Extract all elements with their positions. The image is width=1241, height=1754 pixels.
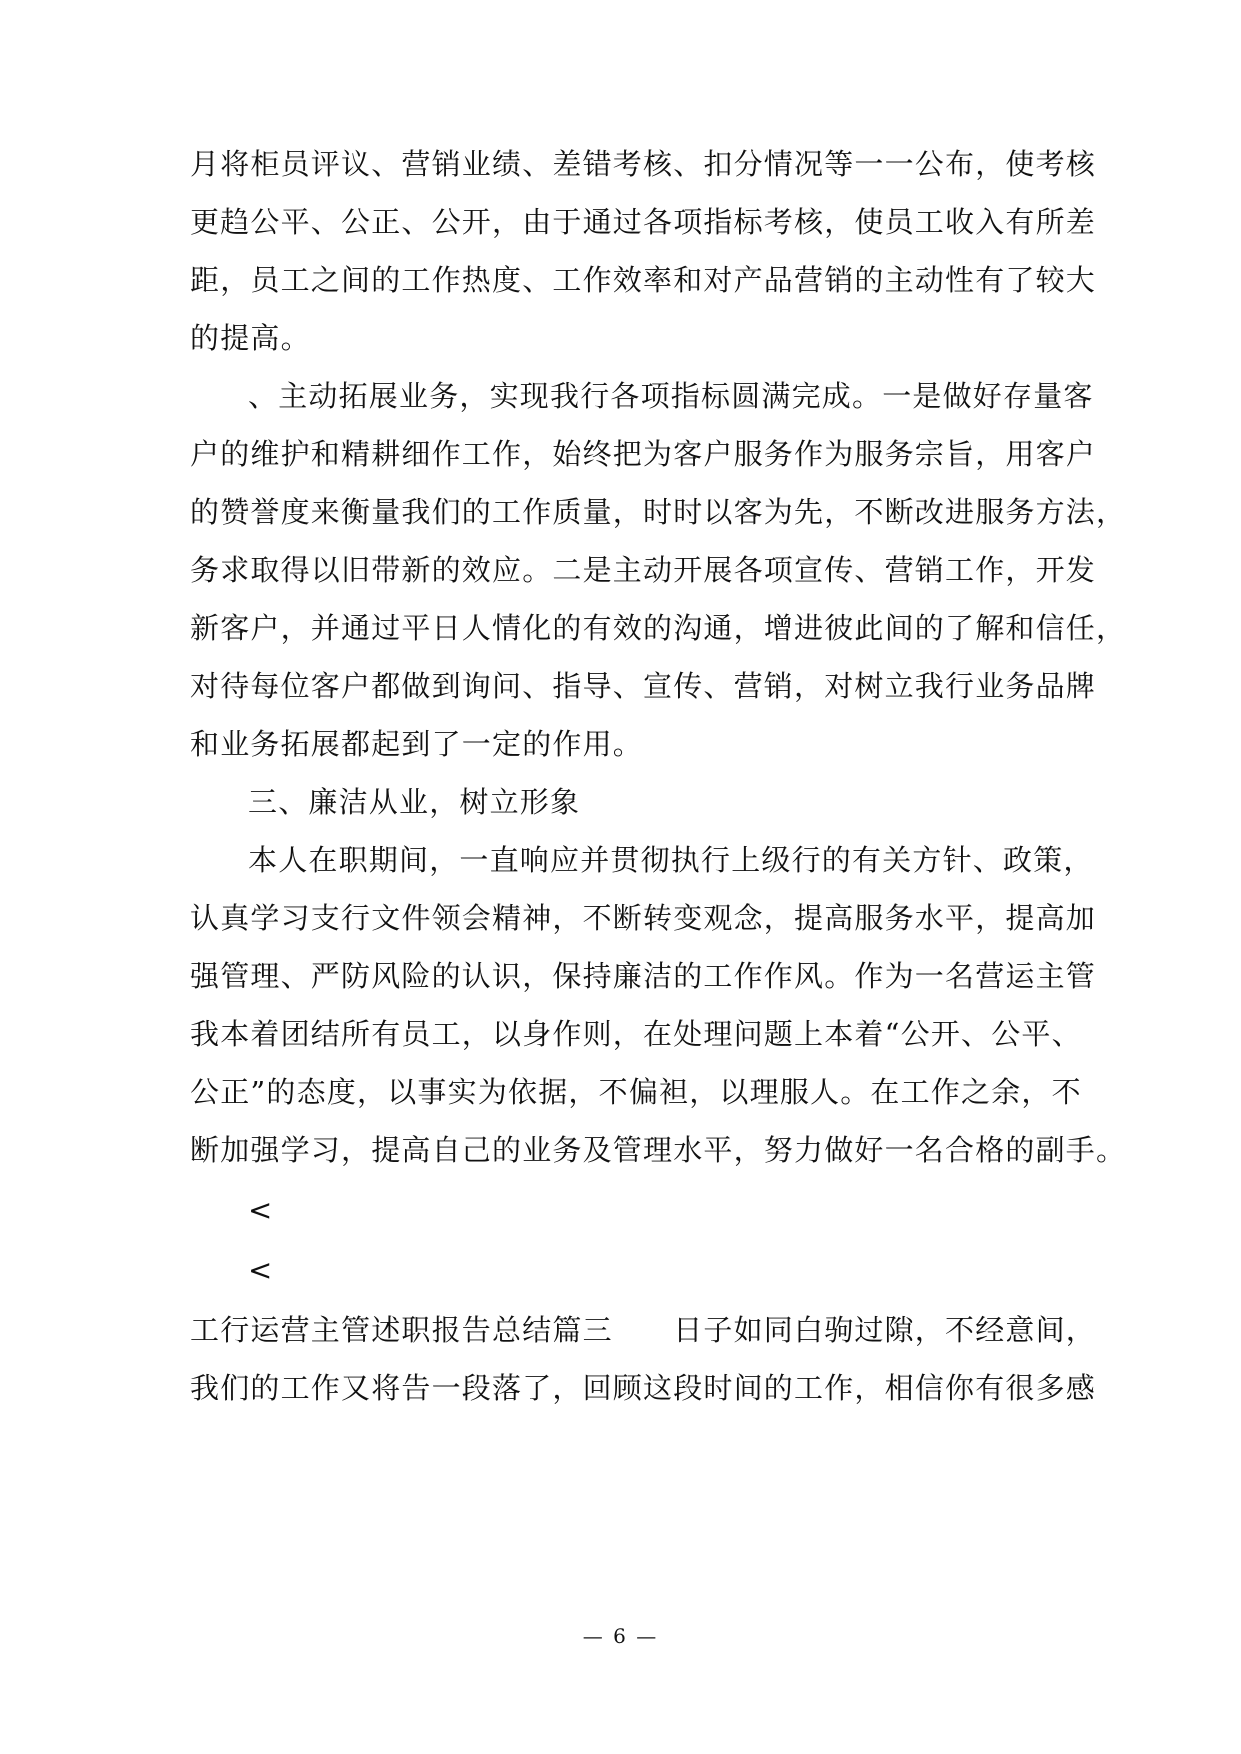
text-line: 断加强学习，提高自己的业务及管理水平，努力做好一名合格的副手。: [190, 1133, 1127, 1167]
stray-bracket-line: <: [248, 1193, 274, 1227]
text-line: 公正”的态度，以事实为依据，不偏袒，以理服人。在工作之余，不: [190, 1075, 1082, 1109]
paragraph-start-line: 、主动拓展业务，实现我行各项指标圆满完成。一是做好存量客: [248, 379, 1094, 413]
text-line: 更趋公平、公正、公开，由于通过各项指标考核，使员工收入有所差: [190, 205, 1097, 239]
text-line: 工行运营主管述职报告总结篇三 日子如同白驹过隙，不经意间，: [190, 1313, 1097, 1347]
text-line: 我们的工作又将告一段落了，回顾这段时间的工作，相信你有很多感: [190, 1371, 1097, 1405]
text-line: 新客户，并通过平日人情化的有效的沟通，增进彼此间的了解和信任，: [190, 611, 1127, 645]
section-heading: 三、廉洁从业，树立形象: [248, 785, 581, 819]
text-line: 的提高。: [190, 321, 311, 355]
text-line: 认真学习支行文件领会精神，不断转变观念，提高服务水平，提高加: [190, 901, 1097, 935]
text-line: 强管理、严防风险的认识，保持廉洁的工作作风。作为一名营运主管: [190, 959, 1097, 993]
stray-bracket-line: <: [248, 1253, 274, 1287]
text-line: 月将柜员评议、营销业绩、差错考核、扣分情况等一一公布，使考核: [190, 147, 1097, 181]
text-line: 距，员工之间的工作热度、工作效率和对产品营销的主动性有了较大: [190, 263, 1097, 297]
text-line: 对待每位客户都做到询问、指导、宣传、营销，对树立我行业务品牌: [190, 669, 1097, 703]
text-line: 户的维护和精耕细作工作，始终把为客户服务作为服务宗旨，用客户: [190, 437, 1097, 471]
text-line: 的赞誉度来衡量我们的工作质量，时时以客为先，不断改进服务方法，: [190, 495, 1127, 529]
text-line: 我本着团结所有员工，以身作则，在处理问题上本着“公开、公平、: [190, 1017, 1082, 1051]
paragraph-start-line: 本人在职期间，一直响应并贯彻执行上级行的有关方针、政策，: [248, 843, 1094, 877]
page-number: — 6 —: [582, 1624, 659, 1648]
text-line: 和业务拓展都起到了一定的作用。: [190, 727, 644, 761]
text-line: 务求取得以旧带新的效应。二是主动开展各项宣传、营销工作，开发: [190, 553, 1097, 587]
